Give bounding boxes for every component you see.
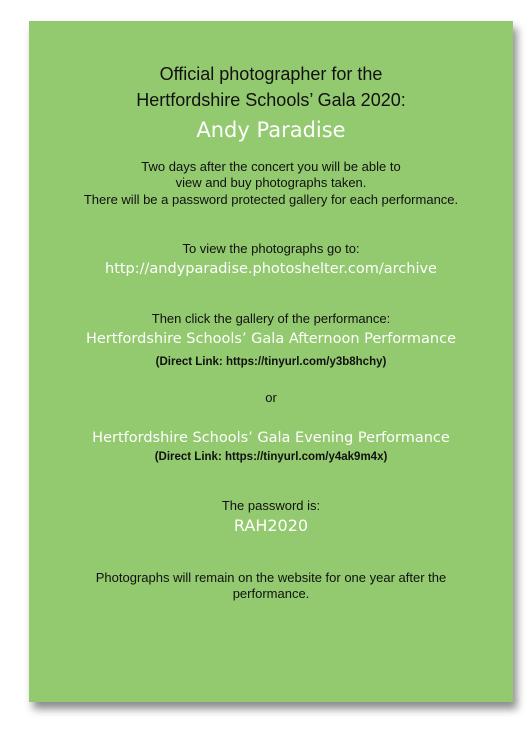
- view-instruction: To view the photographs go to:: [182, 241, 360, 256]
- flyer-page: [29, 21, 513, 702]
- or-separator: or: [265, 390, 277, 405]
- intro-line-2: view and buy photographs taken.: [175, 175, 367, 190]
- heading-line-1: Official photographer for the: [159, 64, 383, 84]
- intro-line-1: Two days after the concert you will be able to: [141, 159, 401, 174]
- afternoon-direct-link[interactable]: (Direct Link: https://tinyurl.com/y3b8hchy): [155, 356, 387, 368]
- evening-performance-title[interactable]: Hertfordshire Schools’ Gala Evening Performance: [92, 430, 450, 446]
- footer-line-2: performance.: [232, 586, 310, 601]
- password-label: The password is:: [221, 498, 321, 513]
- intro-line-3: There will be a password protected gallery for each performance.: [83, 192, 459, 207]
- afternoon-performance-title[interactable]: Hertfordshire Schools’ Gala Afternoon Performance: [85, 331, 457, 347]
- photographer-name: Andy Paradise: [196, 118, 346, 142]
- evening-direct-link[interactable]: (Direct Link: https://tinyurl.com/y4ak9m4x): [154, 451, 388, 463]
- gallery-instruction: Then click the gallery of the performance:: [151, 311, 391, 326]
- heading-line-2: Hertfordshire Schools’ Gala 2020:: [136, 90, 406, 110]
- footer-line-1: Photographs will remain on the website for one year after the: [95, 570, 447, 585]
- password-value: RAH2020: [233, 516, 309, 535]
- archive-url[interactable]: http://andyparadise.photoshelter.com/archive: [105, 261, 437, 277]
